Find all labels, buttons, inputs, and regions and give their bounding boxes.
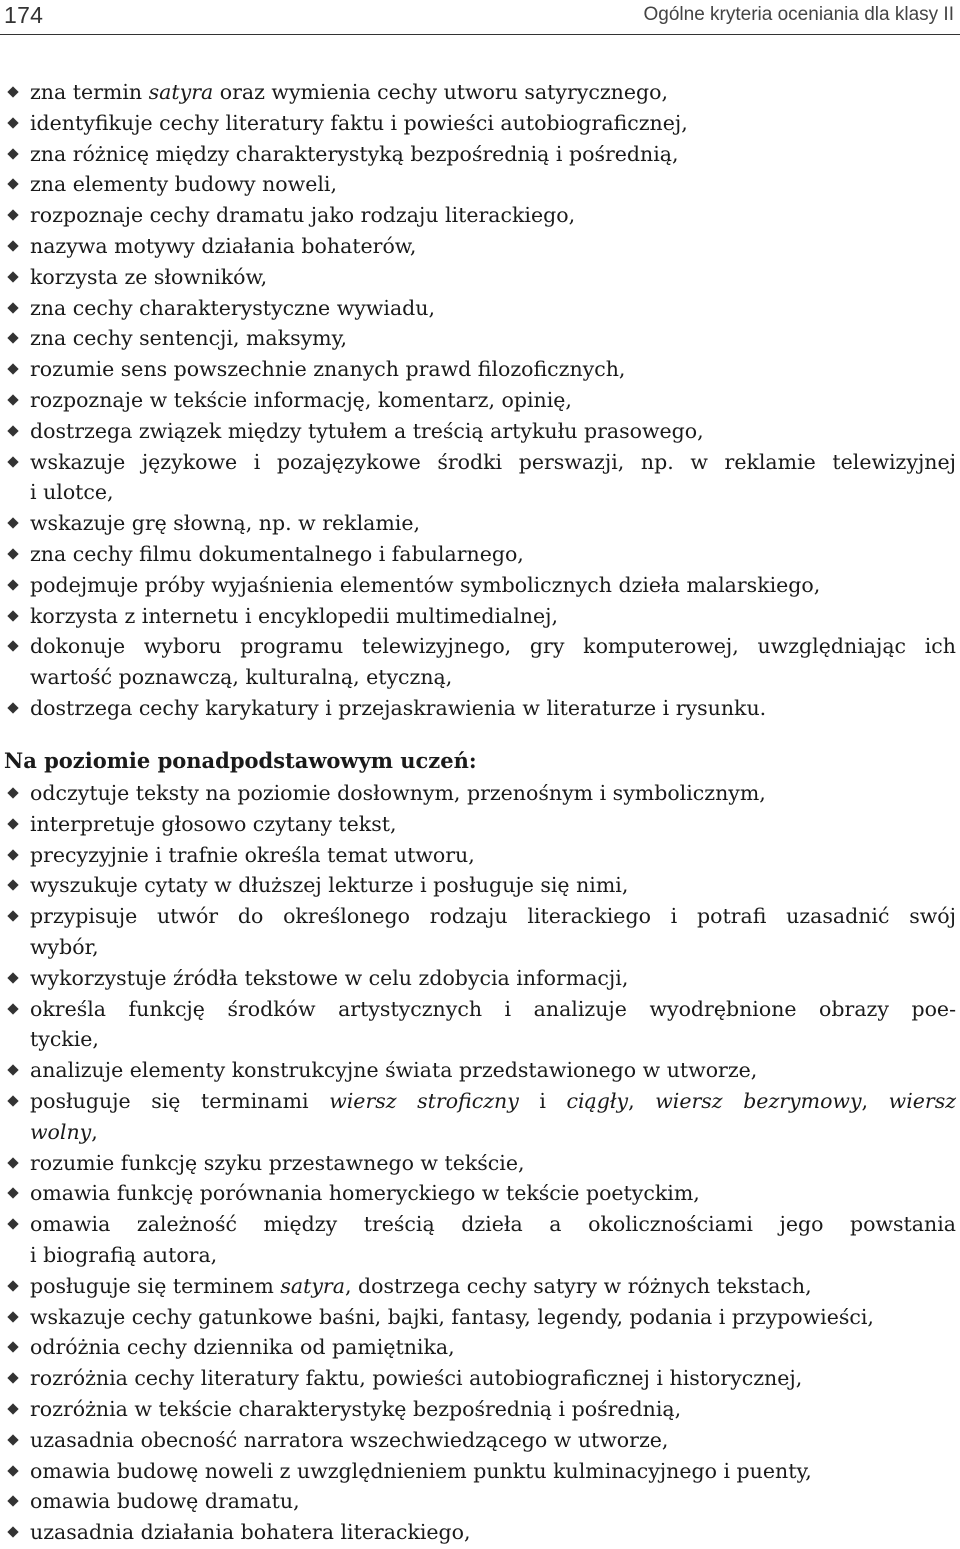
diamond-bullet-icon	[7, 1372, 18, 1383]
list-item: precyzyjnie i trafnie określa temat utworu,	[0, 840, 960, 871]
diamond-bullet-icon	[7, 364, 18, 375]
diamond-bullet-icon	[7, 548, 18, 559]
list-item: zna termin satyra oraz wymienia cechy utworu satyrycznego,	[0, 77, 960, 108]
list-item: rozumie sens powszechnie znanych prawd filozoficznych,	[0, 354, 960, 385]
diamond-bullet-icon	[7, 333, 18, 344]
list-item: rozumie funkcję szyku przestawnego w tekście,	[0, 1148, 960, 1179]
list-item: posługuje się terminami wiersz stroficzny i ciągły, wiersz bezrymowy, wiersz wolny,	[0, 1086, 960, 1148]
diamond-bullet-icon	[7, 302, 18, 313]
diamond-bullet-icon	[7, 1218, 18, 1229]
diamond-bullet-icon	[7, 148, 18, 159]
diamond-bullet-icon	[7, 1342, 18, 1353]
diamond-bullet-icon	[7, 579, 18, 590]
diamond-bullet-icon	[7, 210, 18, 221]
list-item: nazywa motywy działania bohaterów,	[0, 231, 960, 262]
list-item: wskazuje cechy gatunkowe baśni, bajki, fantasy, legendy, podania i przypowieści,	[0, 1302, 960, 1333]
list-item: wyszukuje cytaty w dłuższej lekturze i posługuje się nimi,	[0, 870, 960, 901]
diamond-bullet-icon	[7, 849, 18, 860]
basic-criteria-list	[0, 77, 960, 724]
list-item: zna cechy sentencji, maksymy,	[0, 323, 960, 354]
list-item: wskazuje grę słowną, np. w reklamie,	[0, 508, 960, 539]
running-title: Ogólne kryteria oceniania dla klasy II	[643, 4, 954, 25]
list-item: omawia funkcję porównania homeryckiego w tekście poetyckim,	[0, 1178, 960, 1209]
list-item: przypisuje utwór do określonego rodzaju literackiego i potrafi uzasadnić swój wybór,	[0, 901, 960, 963]
diamond-bullet-icon	[7, 1280, 18, 1291]
diamond-bullet-icon	[7, 271, 18, 282]
list-item: dokonuje wyboru programu telewizyjnego, gry komputerowej, uwzględniając ich wartość poznawczą, kulturalną, etyczną,	[0, 631, 960, 693]
diamond-bullet-icon	[7, 880, 18, 891]
page-header	[0, 0, 960, 34]
list-item: zna cechy filmu dokumentalnego i fabularnego,	[0, 539, 960, 570]
list-item: odróżnia cechy dziennika od pamiętnika,	[0, 1332, 960, 1363]
list-item: uzasadnia działania bohatera literackiego,	[0, 1517, 960, 1548]
header-rule	[0, 34, 960, 35]
diamond-bullet-icon	[7, 456, 18, 467]
diamond-bullet-icon	[7, 517, 18, 528]
list-item: rozróżnia w tekście charakterystykę bezpośrednią i pośrednią,	[0, 1394, 960, 1425]
diamond-bullet-icon	[7, 394, 18, 405]
diamond-bullet-icon	[7, 818, 18, 829]
list-item: dostrzega cechy karykatury i przejaskrawienia w literaturze i rysunku.	[0, 693, 960, 724]
page-number: 174	[4, 2, 44, 28]
list-item: posługuje się terminem satyra, dostrzega cechy satyry w różnych tekstach,	[0, 1271, 960, 1302]
diamond-bullet-icon	[7, 86, 18, 97]
section-heading: Na poziomie ponadpodstawowym uczeń:	[4, 748, 477, 773]
diamond-bullet-icon	[7, 1095, 18, 1106]
list-item: odczytuje teksty na poziomie dosłownym, przenośnym i symbolicznym,	[0, 778, 960, 809]
list-item: omawia budowę noweli z uwzględnieniem punktu kulminacyjnego i puenty,	[0, 1456, 960, 1487]
list-item: rozpoznaje cechy dramatu jako rodzaju literackiego,	[0, 200, 960, 231]
list-item: interpretuje głosowo czytany tekst,	[0, 809, 960, 840]
list-item: omawia zależność między treścią dzieła a okolicznościami jego powstania i biografią autora,	[0, 1209, 960, 1271]
list-item: podejmuje próby wyjaśnienia elementów symbolicznych dzieła malarskiego,	[0, 570, 960, 601]
list-item: dostrzega związek między tytułem a treścią artykułu prasowego,	[0, 416, 960, 447]
diamond-bullet-icon	[7, 1188, 18, 1199]
diamond-bullet-icon	[7, 702, 18, 713]
diamond-bullet-icon	[7, 117, 18, 128]
list-item: omawia budowę dramatu,	[0, 1486, 960, 1517]
list-item: korzysta z internetu i encyklopedii multimedialnej,	[0, 601, 960, 632]
list-item: korzysta ze słowników,	[0, 262, 960, 293]
list-item: wykorzystuje źródła tekstowe w celu zdobycia informacji,	[0, 963, 960, 994]
list-item: rozpoznaje w tekście informację, komentarz, opinię,	[0, 385, 960, 416]
diamond-bullet-icon	[7, 179, 18, 190]
diamond-bullet-icon	[7, 610, 18, 621]
diamond-bullet-icon	[7, 972, 18, 983]
diamond-bullet-icon	[7, 1496, 18, 1507]
diamond-bullet-icon	[7, 240, 18, 251]
list-item: zna elementy budowy noweli,	[0, 169, 960, 200]
diamond-bullet-icon	[7, 1003, 18, 1014]
diamond-bullet-icon	[7, 1157, 18, 1168]
list-item: zna cechy charakterystyczne wywiadu,	[0, 293, 960, 324]
diamond-bullet-icon	[7, 1526, 18, 1537]
list-item: określa funkcję środków artystycznych i analizuje wyodrębnione obrazy poe- tyckie,	[0, 994, 960, 1056]
diamond-bullet-icon	[7, 1065, 18, 1076]
diamond-bullet-icon	[7, 425, 18, 436]
diamond-bullet-icon	[7, 1311, 18, 1322]
diamond-bullet-icon	[7, 1465, 18, 1476]
list-item: rozróżnia cechy literatury faktu, powieści autobiograficznej i historycznej,	[0, 1363, 960, 1394]
diamond-bullet-icon	[7, 1403, 18, 1414]
diamond-bullet-icon	[7, 1434, 18, 1445]
list-item: zna różnicę między charakterystyką bezpośrednią i pośrednią,	[0, 139, 960, 170]
list-item: analizuje elementy konstrukcyjne świata przedstawionego w utworze,	[0, 1055, 960, 1086]
advanced-criteria-list	[0, 778, 960, 1548]
list-item: uzasadnia obecność narratora wszechwiedzącego w utworze,	[0, 1425, 960, 1456]
diamond-bullet-icon	[7, 787, 18, 798]
diamond-bullet-icon	[7, 911, 18, 922]
list-item: identyfikuje cechy literatury faktu i powieści autobiograficznej,	[0, 108, 960, 139]
diamond-bullet-icon	[7, 641, 18, 652]
list-item: wskazuje językowe i pozajęzykowe środki perswazji, np. w reklamie telewizyjnej i ulotce,	[0, 447, 960, 509]
